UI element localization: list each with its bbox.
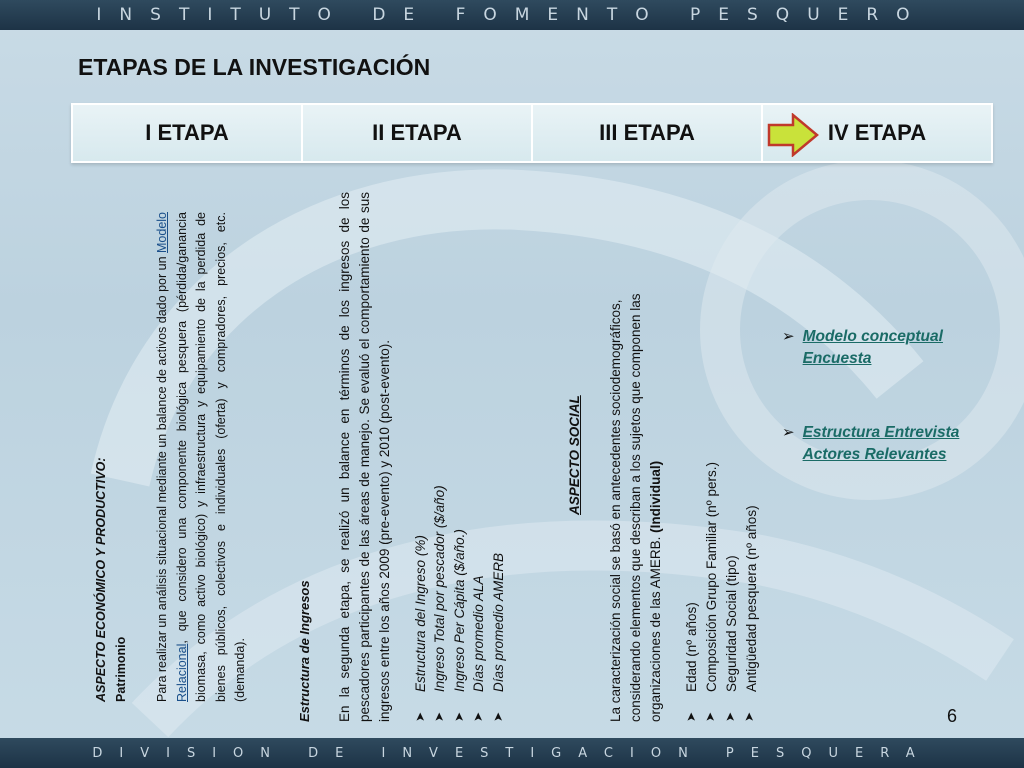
bullet-arrow-icon: ➤: [722, 711, 737, 722]
estructura-entrevista-link[interactable]: Estructura Entrevista Actores Relevantes: [802, 424, 960, 463]
heading-aspecto-social: ASPECTO SOCIAL: [567, 395, 582, 515]
list-item: Composición Grupo Familiar (nº pers.): [703, 461, 719, 692]
list-item: Días promedio ALA: [471, 575, 486, 692]
paragraph-social: La caracterización social se basó en antecedentes sociodemográficos, considerando elementos que describan a los sujetos que componen las organizaciones de las AMERB. (Individual): [607, 293, 663, 722]
list-item: Ingreso Total por pescador ($/año): [432, 485, 447, 692]
stage-1: I ETAPA: [73, 105, 303, 161]
stage-4: IV ETAPA: [763, 105, 991, 161]
ingresos-bullets: [411, 692, 509, 722]
subheading-patrimonio: Patrimonio: [113, 636, 128, 702]
list-item: [782, 326, 943, 370]
bullet-arrow-icon: ➤: [703, 711, 717, 722]
social-bullets: [682, 692, 762, 722]
bullet-arrow-icon: ➢: [782, 424, 795, 441]
heading-estructura-ingresos: Estructura de Ingresos: [297, 580, 312, 722]
bullet-arrow-icon: ➤: [432, 711, 446, 722]
list-item: Días promedio AMERB: [490, 552, 506, 692]
slide-title: ETAPAS DE LA INVESTIGACIÓN: [78, 54, 431, 80]
bullet-arrow-icon: ➤: [490, 711, 505, 722]
link-block-2: [782, 422, 959, 466]
list-item: Edad (nº años): [683, 602, 699, 692]
heading-aspecto-economico: ASPECTO ECONÓMICO Y PRODUCTIVO:: [94, 457, 108, 702]
stage-2: II ETAPA: [303, 105, 533, 161]
page-number: 6: [947, 706, 958, 726]
ingresos-list: [411, 192, 509, 722]
bullet-arrow-icon: ➤: [471, 711, 485, 722]
bullet-arrow-icon: ➢: [782, 328, 795, 345]
right-arrow-icon: [767, 113, 819, 157]
modelo-relacional-link[interactable]: Modelo Relacional: [155, 212, 189, 702]
bullet-arrow-icon: ➤: [742, 711, 756, 722]
list-item: Seguridad Social (tipo): [723, 555, 739, 692]
social-items: [682, 462, 762, 692]
bullet-arrow-icon: ➤: [412, 711, 427, 722]
social-list: [682, 242, 762, 722]
column-aspecto-economico: [92, 212, 247, 702]
header-banner: [0, 0, 1024, 30]
bullet-arrow-icon: ➤: [683, 711, 698, 722]
bullet-arrow-icon: ➤: [451, 711, 466, 722]
stage-3: III ETAPA: [533, 105, 763, 161]
footer-banner: [0, 738, 1024, 768]
column-aspecto-social: [565, 242, 775, 722]
footer-banner-text: DIVISION DE INVESTIGACION PESQUERA: [92, 745, 932, 761]
list-item: Estructura del Ingreso (%): [412, 535, 428, 692]
paragraph-patrimonio: Para realizar un análisis situacional mediante un balance de activos dado por un Modelo Relacional, que considero una componente biológica pesquera (pérdida/ganancia biomasa, como activo biológico) y infraestructura y equipamiento de la perdida de bienes públicos, colectivos e individuales (oferta) y compradores, precios, etc. (demanda).: [155, 212, 247, 702]
column-estructura-ingresos: [295, 192, 525, 722]
list-item: [782, 422, 959, 466]
link-block-1: [782, 326, 943, 370]
header-banner-text: INSTITUTO DE FOMENTO PESQUERO: [96, 5, 928, 25]
stages-table: [71, 103, 993, 163]
ingresos-items: [411, 485, 509, 692]
paragraph-ingresos: En la segunda etapa, se realizó un balance en términos de los ingresos de los pescadores participantes de las áreas de manejo. Se evaluó el comportamiento de sus ingresos entre los años 2009 (pre-evento) y 2010 (post-evento).: [336, 192, 392, 722]
list-item: Antigüedad pesquera (nº años): [743, 505, 759, 692]
modelo-conceptual-link[interactable]: Modelo conceptual Encuesta: [802, 328, 943, 367]
list-item: Ingreso Per Cápita ($/año.): [451, 529, 467, 692]
